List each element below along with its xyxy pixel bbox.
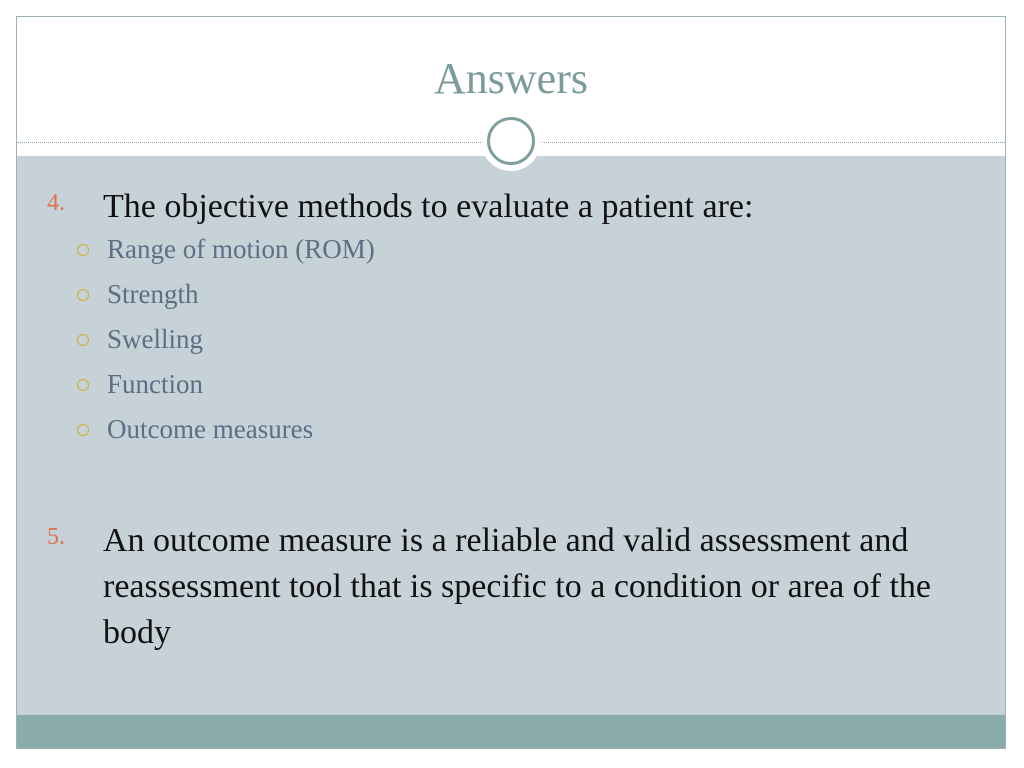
item-text: An outcome measure is a reliable and valid assessment and reassessment tool that is specific to a condition or area of the body <box>103 522 932 651</box>
sub-item-label: Function <box>107 369 204 399</box>
sub-item-label: Strength <box>107 279 199 309</box>
item-text: The objective methods to evaluate a patient are: <box>103 188 754 225</box>
sub-item-label: Swelling <box>107 324 204 354</box>
sub-item-label: Outcome measures <box>107 414 314 444</box>
circle-bullet-icon <box>77 424 89 436</box>
footer-band <box>17 715 1005 748</box>
circle-bullet-icon <box>77 244 89 256</box>
slide-title: Answers <box>434 54 588 103</box>
item-number: 5. <box>47 524 65 550</box>
item-number: 4. <box>47 190 65 216</box>
sub-item-label: Range of motion (ROM) <box>107 234 375 264</box>
circle-bullet-icon <box>77 289 89 301</box>
circle-bullet-icon <box>77 379 89 391</box>
slide-frame <box>16 16 1006 749</box>
circle-bullet-icon <box>77 334 89 346</box>
slide-body <box>17 156 1005 716</box>
decorative-ring-icon <box>487 117 535 165</box>
